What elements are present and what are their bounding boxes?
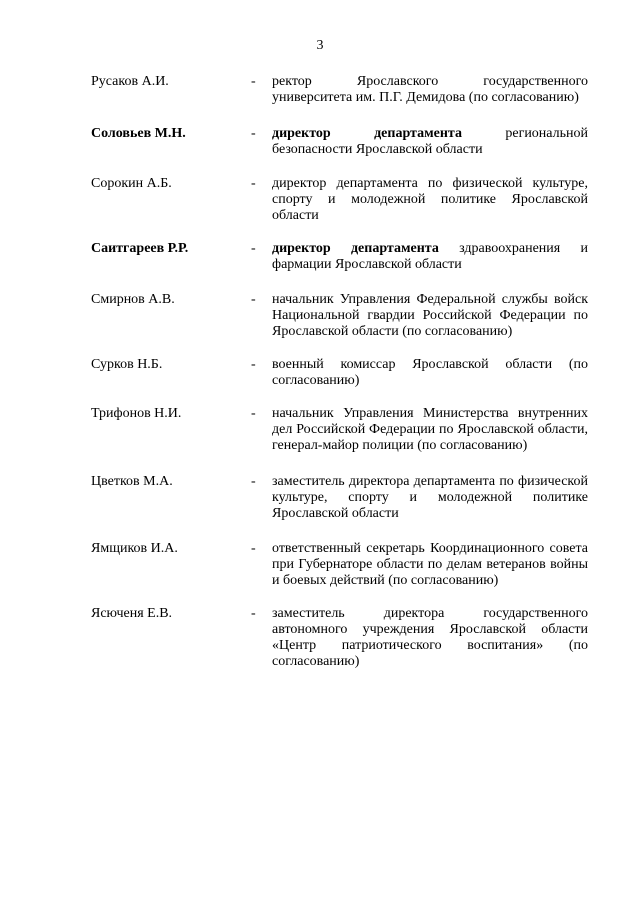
position-description: начальник Управления Министерства внутренних дел Российской Федерации по Ярославской области, генерал-майор полиции (по согласованию) [272,406,588,453]
dash-separator: - [251,126,256,141]
person-name: Русаков А.И. [91,74,169,89]
dash-separator: - [251,406,256,421]
dash-separator: - [251,241,256,256]
dash-separator: - [251,292,256,307]
position-bold-part: директор департамента [272,241,439,256]
position-description: ректор Ярославского государственного университета им. П.Г. Демидова (по согласованию) [272,74,588,105]
dash-separator: - [251,357,256,372]
position-description: директор департамента региональной безопасности Ярославской области [272,126,588,157]
dash-separator: - [251,606,256,621]
position-description: директор департамента по физической культуре, спорту и молодежной политике Ярославской области [272,176,588,223]
dash-separator: - [251,474,256,489]
position-description: ответственный секретарь Координационного совета при Губернаторе области по делам ветеранов войны и боевых действий (по согласованию) [272,541,588,588]
person-name: Ясюченя Е.В. [91,606,173,621]
page-number: 3 [316,38,324,53]
dash-separator: - [251,541,256,556]
person-name: Сорокин А.Б. [91,176,172,191]
person-name: Смирнов А.В. [91,292,175,307]
dash-separator: - [251,74,256,89]
person-name: Цветков М.А. [91,474,173,489]
position-description: военный комиссар Ярославской области (по согласованию) [272,357,588,388]
position-description: начальник Управления Федеральной службы войск Национальной гвардии Российской Федерации по Ярославской области (по согласованию) [272,292,588,339]
position-bold-part: директор департамента [272,126,462,141]
person-name: Соловьев М.Н. [91,126,186,141]
dash-separator: - [251,176,256,191]
person-name: Ямщиков И.А. [91,541,178,556]
position-description: директор департамента здравоохранения и фармации Ярославской области [272,241,588,272]
position-description: заместитель директора государственного автономного учреждения Ярославской области «Центр патриотического воспитания» (по согласованию) [272,606,588,669]
person-name: Саитгареев Р.Р. [91,241,189,256]
person-name: Сурков Н.Б. [91,357,163,372]
position-description: заместитель директора департамента по физической культуре, спорту и молодежной политике Ярославской области [272,474,588,521]
person-name: Трифонов Н.И. [91,406,182,421]
